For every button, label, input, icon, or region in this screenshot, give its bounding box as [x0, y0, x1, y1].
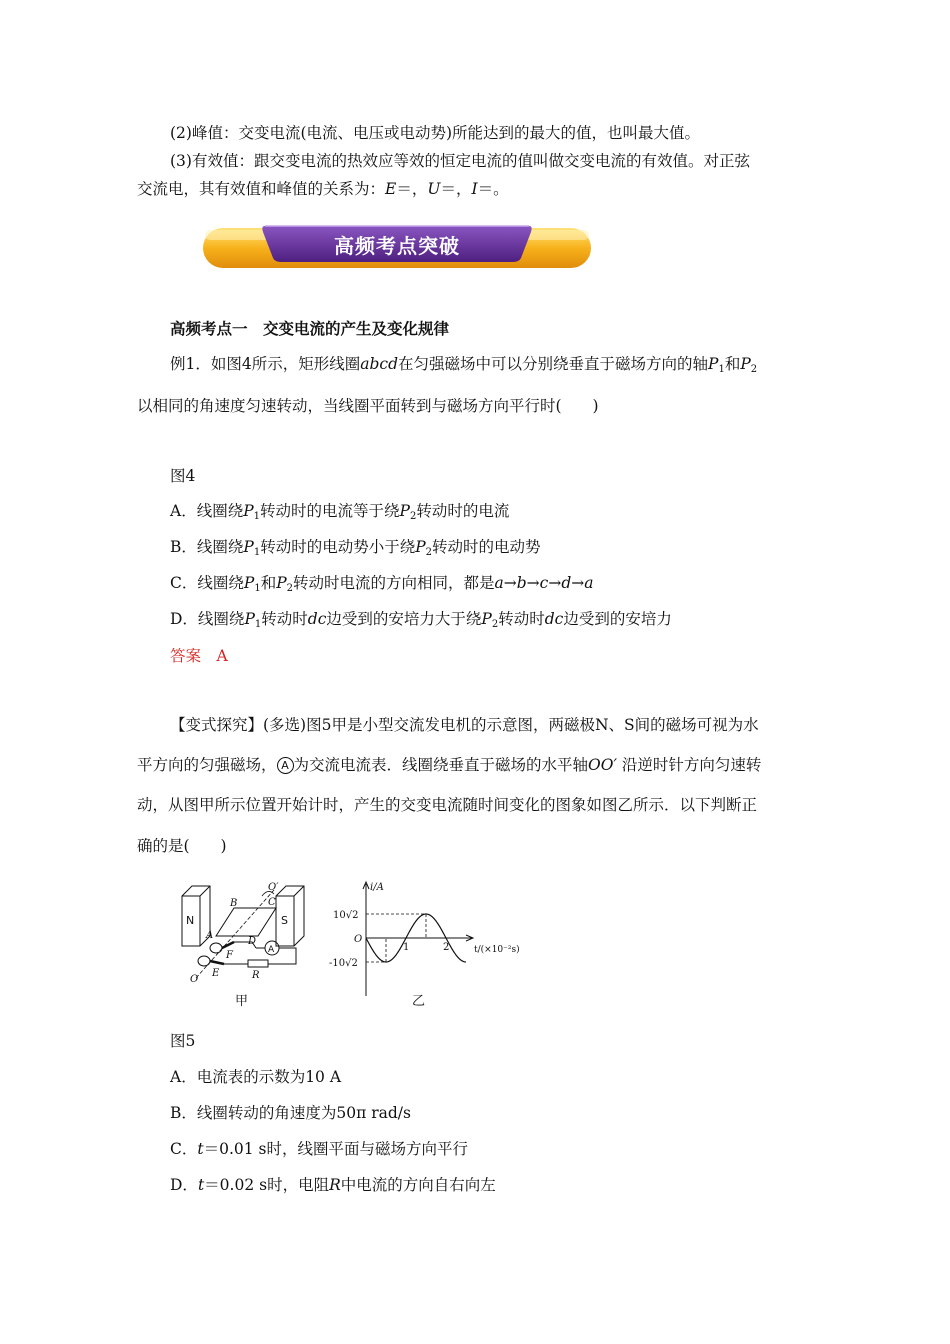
resistor: [248, 960, 268, 967]
label-meter: A: [268, 945, 275, 955]
label-b: B: [230, 898, 238, 909]
answer-1: 答案 A: [170, 647, 228, 665]
option-c: C．线圈绕$P_1$和$P_2$转动时电流的方向相同，都是a→b→c→d→a: [170, 574, 594, 594]
example-1-line2: 以相同的角速度匀速转动，当线圈平面转到与磁场方向平行时( ): [137, 397, 599, 415]
generator-diagram: [176, 878, 536, 1008]
y-axis-label: i/A: [370, 882, 384, 893]
definition-effective-line2: 交流电，其有效值和峰值的关系为：E＝，U＝，I＝。: [137, 180, 509, 198]
variant-option-b: B．线圈转动的角速度为50π rad/s: [170, 1104, 411, 1122]
x-tick-2: 2: [443, 942, 450, 953]
banner-title: 高频考点突破: [334, 234, 460, 258]
label-f: F: [226, 950, 233, 961]
x-tick-1: 1: [403, 942, 410, 953]
label-o-bottom: O: [190, 974, 199, 985]
variant-line4: 确的是( ): [137, 837, 227, 855]
variant-line1: 【变式探究】(多选)图5甲是小型交流发电机的示意图，两磁极N、S间的磁场可视为水: [170, 716, 759, 734]
variant-line3: 动，从图甲所示位置开始计时，产生的交变电流随时间变化的图象如图乙所示．以下判断正: [137, 796, 758, 814]
label-n: N: [186, 914, 195, 927]
label-s: S: [281, 914, 288, 927]
ammeter-symbol: A: [277, 757, 294, 774]
label-d: D: [248, 936, 257, 947]
label-e: E: [212, 968, 220, 979]
option-b: B．线圈绕$P_1$转动时的电动势小于绕$P_2$转动时的电动势: [170, 538, 541, 558]
option-a: A．线圈绕$P_1$转动时的电流等于绕$P_2$转动时的电流: [170, 502, 510, 522]
definition-effective-line1: (3)有效值：跟交变电流的热效应等效的恒定电流的值叫做交变电流的有效值。对正弦: [170, 152, 750, 170]
x-axis-label: t/(×10⁻²s): [474, 945, 520, 955]
label-r: R: [252, 970, 260, 981]
y-tick-min: -10√2: [329, 958, 358, 969]
option-d: D．线圈绕$P_1$转动时dc边受到的安培力大于绕$P_2$转动时dc边受到的安培力: [170, 610, 672, 630]
variant-option-d: D．t＝0.02 s时，电阻R中电流的方向自右向左: [170, 1176, 496, 1194]
variant-option-a: A．电流表的示数为10 A: [170, 1068, 342, 1086]
figure-4-caption: 图4: [170, 467, 196, 485]
section-banner: [203, 222, 591, 270]
topic-heading: 高频考点一 交变电流的产生及变化规律: [170, 319, 450, 338]
figure-5-caption: 图5: [170, 1032, 196, 1050]
figure-5: [176, 878, 536, 1008]
label-o-top: O′: [268, 882, 279, 893]
variant-line2: 平方向的匀强磁场， A 为交流电流表．线圈绕垂直于磁场的水平轴OO′ 沿逆时针方向匀速转: [137, 756, 762, 774]
example-1-line1: 例1．如图4所示，矩形线圈abcd在匀强磁场中可以分别绕垂直于磁场方向的轴$P_1$和$P_2$: [170, 355, 758, 375]
definition-peak: (2)峰值：交变电流(电流、电压或电动势)所能达到的最大的值，也叫最大值。: [170, 124, 701, 142]
origin-label: O: [354, 934, 363, 945]
caption-yi: 乙: [412, 994, 426, 1009]
caption-jia: 甲: [235, 994, 249, 1009]
current-graph: [329, 882, 520, 996]
label-a: A: [206, 930, 214, 941]
variant-option-c: C．t＝0.01 s时，线圈平面与磁场方向平行: [170, 1140, 469, 1158]
label-c: C: [268, 897, 276, 908]
y-tick-max: 10√2: [333, 910, 359, 921]
